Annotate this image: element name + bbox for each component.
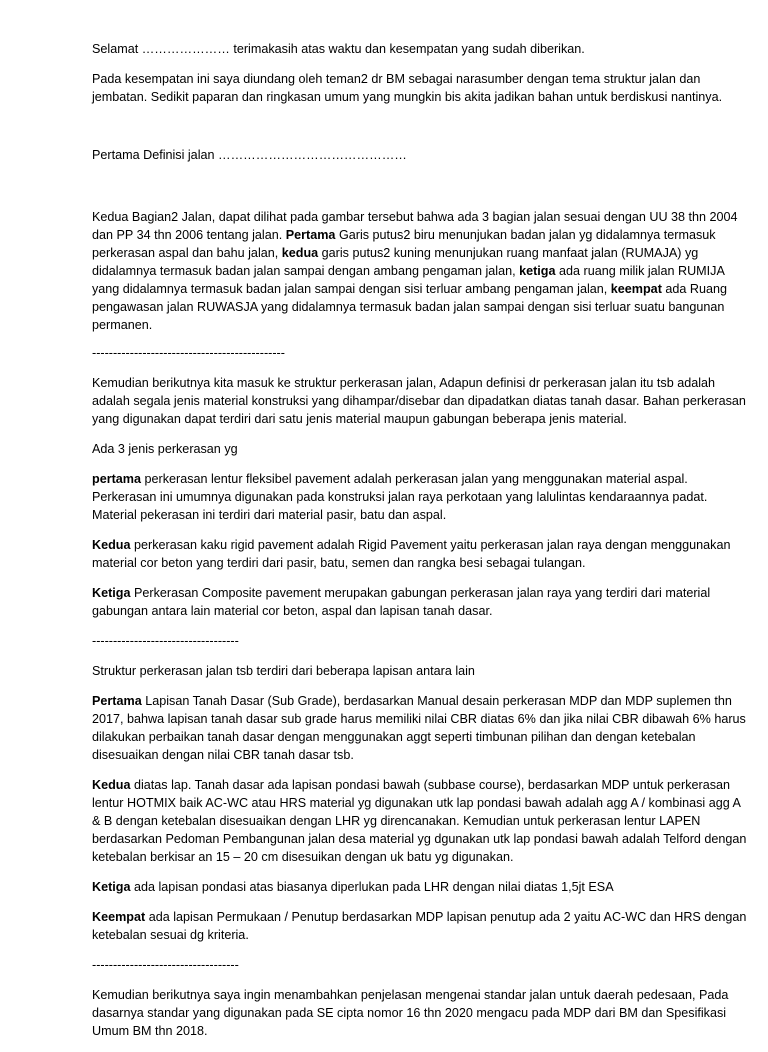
bagian-jalan-paragraph xyxy=(92,208,748,334)
bagian-text-3: garis putus2 kuning menunjukan ruang manfaat jalan (RUMAJA) yg didalamnya termasuk badan jalan sampai dengan ambang pengaman jalan, xyxy=(92,246,699,278)
lapisan-item-text: ada lapisan pondasi atas biasanya diperlukan pada LHR dengan nilai diatas 1,5jt ESA xyxy=(130,880,614,894)
lapisan-item-bold: Ketiga xyxy=(92,880,131,894)
lapisan-item xyxy=(92,908,748,944)
lapisan-heading: Struktur perkerasan jalan tsb terdiri dari beberapa lapisan antara lain xyxy=(92,664,475,678)
lapisan-item-bold: Pertama xyxy=(92,694,142,708)
struktur-intro-paragraph: Kemudian berikutnya kita masuk ke struktur perkerasan jalan, Adapun definisi dr perkerasan jalan itu tsb adalah adalah segala jenis material konstruksi yang dihampar/disebar dan dipadatkan diatas tanah dasar. Bahan perkerasan yang digunakan dapat terdiri dari satu jenis material maupun gabungan beberapa jenis material. xyxy=(92,376,746,426)
lapisan-item xyxy=(92,776,748,866)
lapisan-item xyxy=(92,878,748,896)
jenis-item xyxy=(92,470,748,524)
bagian-bold-3: ketiga xyxy=(519,264,556,278)
jenis-item-text: perkerasan lentur fleksibel pavement adalah perkerasan jalan yang menggunakan material aspal. Perkerasan ini umumnya digunakan pada konstruksi jalan raya perkotaan yang lalulintas kendaraannya padat. Material pekerasan ini terdiri dari material pasir, batu dan aspal. xyxy=(92,472,708,522)
jenis-item-text: perkerasan kaku rigid pavement adalah Rigid Pavement yaitu perkerasan jalan raya dengan menggunakan material cor beton yang terdiri dari pasir, batu, semen dan rangka besi sebagai tulangan. xyxy=(92,538,731,570)
separator-line: ---------------------------------------------- xyxy=(92,346,285,360)
jenis-item-bold: Ketiga xyxy=(92,586,131,600)
bagian-text-4: ada ruang milik jalan RUMIJA yang didalamnya termasuk badan jalan sampai dengan sisi terluar ambang pengaman jalan, xyxy=(92,264,725,296)
standar-paragraph: Kemudian berikutnya saya ingin menambahkan penjelasan mengenai standar jalan untuk daerah pedesaan, Pada dasarnya standar yang digunakan pada SE cipta nomor 16 thn 2020 mengacu pada MDP dari BM dan Spesifikasi Umum BM thn 2018. xyxy=(92,988,729,1038)
lapisan-item-text: diatas lap. Tanah dasar ada lapisan pondasi bawah (subbase course), berdasarkan MDP untuk perkerasan lentur HOTMIX baik AC-WC atau HRS material yg digunakan utk lap pondasi bawah adalah agg A / kombinasi agg A & B dengan ketebalan disesuaikan dengan LHR yg direncanakan. Kemudian untuk perkerasan lentur LAPEN berdasarkan Pedoman Pembangunan jalan desa material yg dgunakan utk lap pondasi bawah adalah Telford dengan ketebalan berkisar an 15 – 20 cm disesuikan dengan uk batu yg digunakan. xyxy=(92,778,747,864)
lapisan-item-bold: Kedua xyxy=(92,778,131,792)
bagian-text-5: ada Ruang pengawasan jalan RUWASJA yang didalamnya termasuk badan jalan sampai dengan sisi terluar suatu bangunan permanen. xyxy=(92,282,728,332)
lapisan-item-text: ada lapisan Permukaan / Penutup berdasarkan MDP lapisan penutup ada 2 yaitu AC-WC dan HRS dengan ketebalan sesuai dg kriteria. xyxy=(92,910,747,942)
lapisan-item-text: Lapisan Tanah Dasar (Sub Grade), berdasarkan Manual desain perkerasan MDP dan MDP suplemen thn 2017, bahwa lapisan tanah dasar sub grade harus memiliki nilai CBR diatas 6% dan jika nilai CBR dibawah 6% harus dilakukan perbaikan tanah dasar dengan menggunakan aggt seperti timbunan pilihan dan dengan ketebalan disesuaikan dengan nilai CBR tanah dasar tsb. xyxy=(92,694,746,762)
lapisan-item-bold: Keempat xyxy=(92,910,146,924)
bagian-bold-1: Pertama xyxy=(285,228,336,242)
bagian-text-1: Kedua Bagian2 Jalan, dapat dilihat pada gambar tersebut bahwa ada 3 bagian jalan sesuai dengan UU 38 thn 2004 dan PP 34 thn 2006 tentang jalan. xyxy=(92,210,738,242)
separator-line: ----------------------------------- xyxy=(92,634,239,648)
bagian-bold-4: keempat xyxy=(610,282,662,296)
jenis-heading: Ada 3 jenis perkerasan yg xyxy=(92,442,238,456)
bagian-bold-2: kedua xyxy=(281,246,319,260)
jenis-item-bold: Kedua xyxy=(92,538,131,552)
jenis-item-text: Perkerasan Composite pavement merupakan gabungan perkerasan jalan raya yang terdiri dari material gabungan antara lain material cor beton, aspal dan lapisan tanah dasar. xyxy=(92,586,711,618)
jenis-item-bold: pertama xyxy=(92,472,141,486)
jenis-item xyxy=(92,584,748,620)
bagian-text-2: Garis putus2 biru menunjukan badan jalan yg didalamnya termasuk perkerasan aspal dan bahu jalan, xyxy=(92,228,716,260)
greeting-paragraph: Selamat ………………… terimakasih atas waktu dan kesempatan yang sudah diberikan. xyxy=(92,42,585,56)
lapisan-item xyxy=(92,692,748,764)
definisi-paragraph: Pertama Definisi jalan ……………………………………… xyxy=(92,148,407,162)
intro-paragraph: Pada kesempatan ini saya diundang oleh teman2 dr BM sebagai narasumber dengan tema struktur jalan dan jembatan. Sedikit paparan dan ringkasan umum yang mungkin bis akita jadikan bahan untuk berdiskusi nantinya. xyxy=(92,72,723,104)
jenis-item xyxy=(92,536,748,572)
separator-line: ----------------------------------- xyxy=(92,958,239,972)
document-body xyxy=(92,40,748,1052)
